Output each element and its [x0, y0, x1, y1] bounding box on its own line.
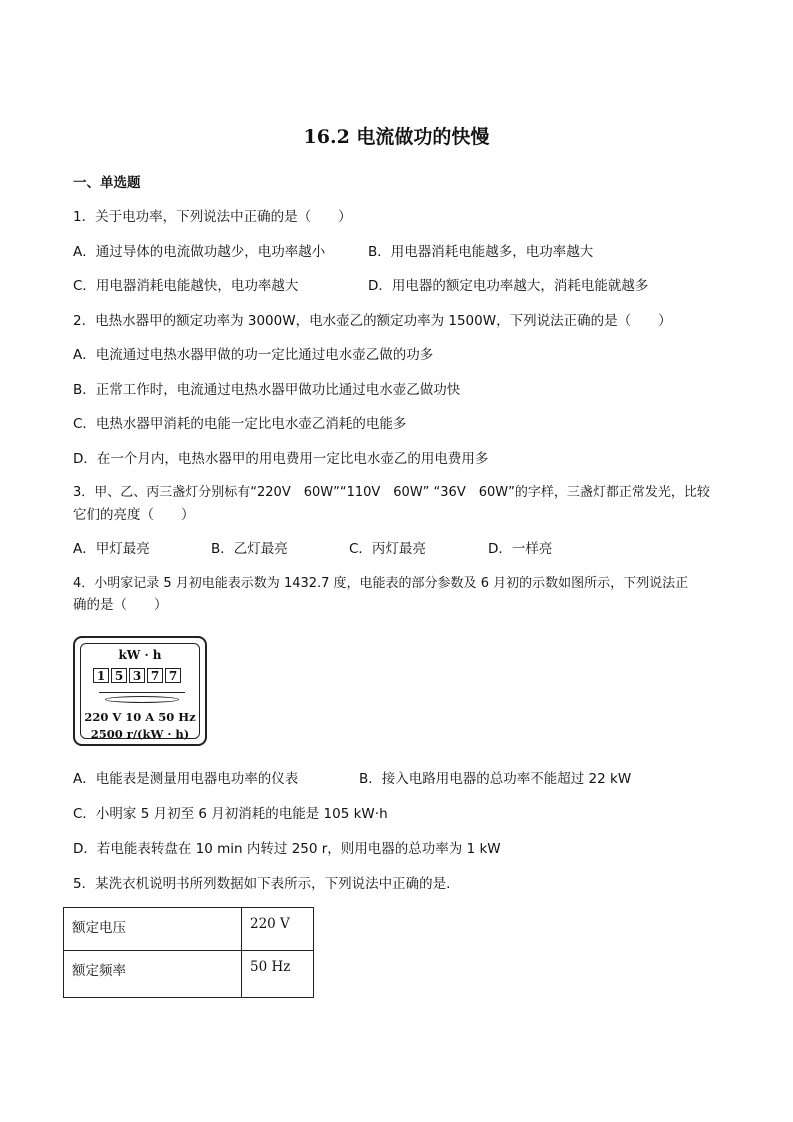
meter-face	[80, 643, 200, 739]
q1-stem: 1．关于电功率，下列说法中正确的是（ ）	[73, 209, 352, 225]
q2-option-d: D．在一个月内，电热水器甲的用电费用一定比电水壶乙的用电费用多	[73, 451, 489, 467]
electric-meter-figure	[73, 636, 207, 746]
q2-option-a: A．电流通过电热水器甲做的功一定比通过电水壶乙做的功多	[73, 347, 434, 363]
q1-option-b: B．用电器消耗电能越多，电功率越大	[368, 244, 594, 260]
q4-option-a: A．电能表是测量用电器电功率的仪表	[73, 771, 299, 787]
q1-option-c: C．用电器消耗电能越快，电功率越大	[73, 278, 299, 294]
q2-option-c: C．电热水器甲消耗的电能一定比电水壶乙消耗的电能多	[73, 416, 407, 432]
table-cell-label: 额定频率	[64, 951, 242, 998]
meter-digit: 1	[93, 668, 109, 683]
section-heading: 一、单选题	[73, 175, 141, 191]
q4-stem-line2: 确的是（ ）	[73, 597, 168, 613]
table-row	[64, 908, 314, 951]
q4-option-c: C．小明家 5 月初至 6 月初消耗的电能是 105 kW·h	[73, 806, 388, 822]
meter-digit: 5	[111, 668, 127, 683]
page-title: 16.2 电流做功的快慢	[303, 126, 490, 148]
q2-stem: 2．电热水器甲的额定功率为 3000W，电水壶乙的额定功率为 1500W，下列说法正确的是（ ）	[73, 313, 672, 329]
q4-option-d: D．若电能表转盘在 10 min 内转过 250 r，则用电器的总功率为 1 kW	[73, 841, 501, 857]
meter-digit: 3	[129, 668, 145, 683]
table-cell-value: 50 Hz	[242, 951, 314, 998]
meter-digit-row	[93, 668, 183, 683]
spec-table	[63, 907, 314, 998]
meter-digit: 7	[165, 668, 181, 683]
meter-rating-label: 220 V 10 A 50 Hz	[84, 710, 196, 724]
q3-stem-line1: 3．甲、乙、丙三盏灯分别标有“220V 60W”“110V 60W” “36V 60W”的字样，三盏灯都正常发光，比较	[73, 485, 710, 500]
q2-option-b: B．正常工作时，电流通过电热水器甲做功比通过电水壶乙做功快	[73, 382, 461, 398]
q3-option-a: A．甲灯最亮	[73, 541, 150, 557]
meter-constant-label: 2500 r/(kW · h)	[90, 727, 190, 741]
meter-rotating-disc	[105, 696, 179, 703]
q1-option-a: A．通过导体的电流做功越少，电功率越小	[73, 244, 326, 260]
q3-option-c: C．丙灯最亮	[349, 541, 426, 557]
q5-stem: 5．某洗衣机说明书所列数据如下表所示，下列说法中正确的是.	[73, 876, 451, 892]
meter-unit-label: kW · h	[118, 648, 162, 662]
table-row	[64, 951, 314, 998]
q4-option-b: B．接入电路用电器的总功率不能超过 22 kW	[359, 771, 632, 787]
q3-stem-line2: 它们的亮度（ ）	[73, 507, 195, 523]
table-cell-label: 额定电压	[64, 908, 242, 951]
q3-option-b: B．乙灯最亮	[211, 541, 288, 557]
q3-option-d: D．一样亮	[488, 541, 553, 557]
q1-option-d: D．用电器的额定电功率越大，消耗电能就越多	[368, 278, 649, 294]
q4-stem-line1: 4．小明家记录 5 月初电能表示数为 1432.7 度，电能表的部分参数及 6 月初的示数如图所示，下列说法正	[73, 576, 689, 591]
table-cell-value: 220 V	[242, 908, 314, 951]
meter-window-line	[99, 692, 185, 693]
meter-digit: 7	[147, 668, 163, 683]
